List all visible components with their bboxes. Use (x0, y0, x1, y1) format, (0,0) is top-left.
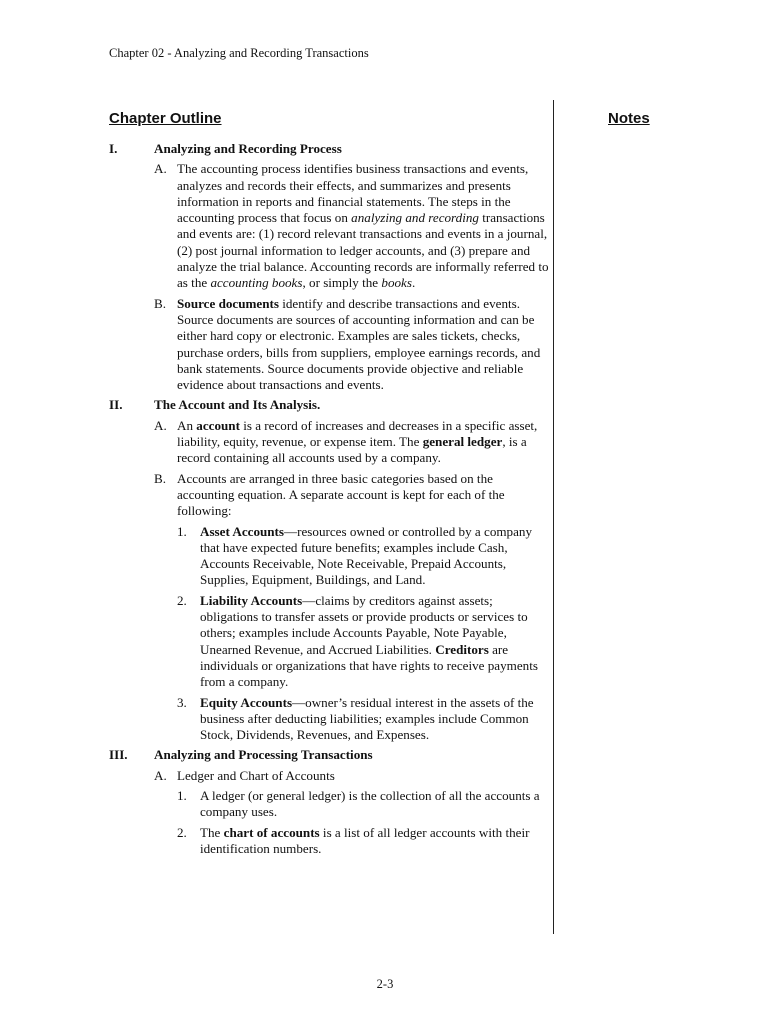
sub-item-number: 3. (177, 694, 187, 710)
outline-item (154, 296, 551, 394)
outline-item (154, 471, 551, 744)
item-letter: A. (154, 161, 167, 177)
item-text: identify and describe transactions and events. Source documents are sources of accounting information and can be either hard copy or electronic. Examples are sales tickets, checks, purchase orders, bills from suppliers, employee earnings records, and bank statements. Source documents provide objective and reliable evidence about transactions and events. (177, 295, 541, 393)
sub-item-number: 2. (177, 824, 187, 840)
item-italic-text: accounting books (210, 275, 303, 291)
outline-item (154, 161, 551, 291)
item-text: are individuals or organizations that have rights to receive payments from a company. (200, 641, 538, 690)
section-number: III. (109, 747, 128, 763)
item-bold-term: Asset Accounts (200, 523, 285, 539)
item-bold-term: Source documents (177, 295, 279, 311)
item-italic-text: books (381, 275, 412, 291)
sub-item (177, 524, 551, 589)
item-letter: A. (154, 417, 167, 433)
sub-item-number: 2. (177, 592, 187, 608)
item-bold-term: chart of accounts (223, 824, 320, 840)
section-title: Analyzing and Recording Process (154, 141, 342, 156)
outline-content (109, 141, 551, 857)
section-title: The Account and Its Analysis. (154, 397, 321, 413)
item-text: Accounts are arranged in three basic categories based on the accounting equation. A separate account is kept for each of the following: (177, 470, 505, 519)
item-bold-term: Liability Accounts (200, 592, 303, 608)
item-bold-term: Equity Accounts (200, 694, 293, 710)
sub-item (177, 788, 551, 821)
outline-item (154, 418, 551, 467)
item-bold-term: account (196, 417, 240, 433)
sub-item (177, 695, 551, 744)
sub-item (177, 825, 551, 858)
section-number: II. (109, 397, 123, 413)
item-text: A ledger (or general ledger) is the collection of all the accounts a company uses. (200, 787, 540, 820)
sub-item-number: 1. (177, 523, 187, 539)
item-text: —owner’s residual interest in the assets of the business after deducting liabilities; examples include Common Stock, Dividends, Revenues, and Expenses. (200, 694, 534, 743)
sub-item-number: 1. (177, 787, 187, 803)
column-divider (553, 100, 554, 934)
section-3 (109, 747, 551, 857)
item-text: —claims by creditors against assets; obligations to transfer assets or provide products or services to others; examples include Accounts Payable, Note Payable, Unearned Revenue, and Accrued Liabilities. (200, 592, 528, 657)
item-text: , is a record containing all accounts used by a company. (177, 434, 527, 466)
page-number: 2-3 (376, 977, 394, 991)
item-letter: B. (154, 295, 167, 311)
item-text: The accounting process identifies business transactions and events, analyzes and records their effects, and summarizes and presents information in reports and financial statements. The steps in the accounting process that focus on (177, 161, 529, 226)
item-bold-term: Creditors (435, 641, 489, 657)
section-number: I. (109, 141, 118, 156)
item-letter: A. (154, 767, 167, 783)
item-bold-term: general ledger (422, 434, 503, 450)
running-head: Chapter 02 - Analyzing and Recording Transactions (109, 46, 369, 60)
item-text: . (411, 275, 416, 291)
item-text: Ledger and Chart of Accounts (177, 767, 335, 783)
item-text: , or simply the (302, 275, 382, 291)
item-text: The (200, 824, 224, 840)
item-text: is a record of increases and decreases in a specific asset, liability, equity, revenue, or expense item. The (177, 417, 538, 450)
chapter-outline-heading: Chapter Outline (109, 110, 222, 127)
item-text: —resources owned or controlled by a company that have expected future benefits; examples include Cash, Accounts Receivable, Note Receivable, Prepaid Accounts, Supplies, Equipment, Buildings, and Land. (200, 523, 533, 588)
item-text: An (177, 417, 197, 433)
notes-heading: Notes (608, 110, 650, 127)
item-italic-text: analyzing and recording (351, 210, 479, 226)
item-text: transactions and events are: (1) record relevant transactions and events in a journal, (2) post journal information to ledger accounts, and (3) prepare and analyze the trial balance. Accounting records are informally referred to as the (177, 210, 549, 291)
sub-item (177, 593, 551, 691)
item-text: is a list of all ledger accounts with their identification numbers. (200, 824, 530, 856)
section-2 (109, 397, 551, 743)
item-letter: B. (154, 470, 167, 486)
section-title: Analyzing and Processing Transactions (154, 747, 373, 763)
outline-item (154, 768, 551, 857)
section-1 (109, 141, 551, 393)
